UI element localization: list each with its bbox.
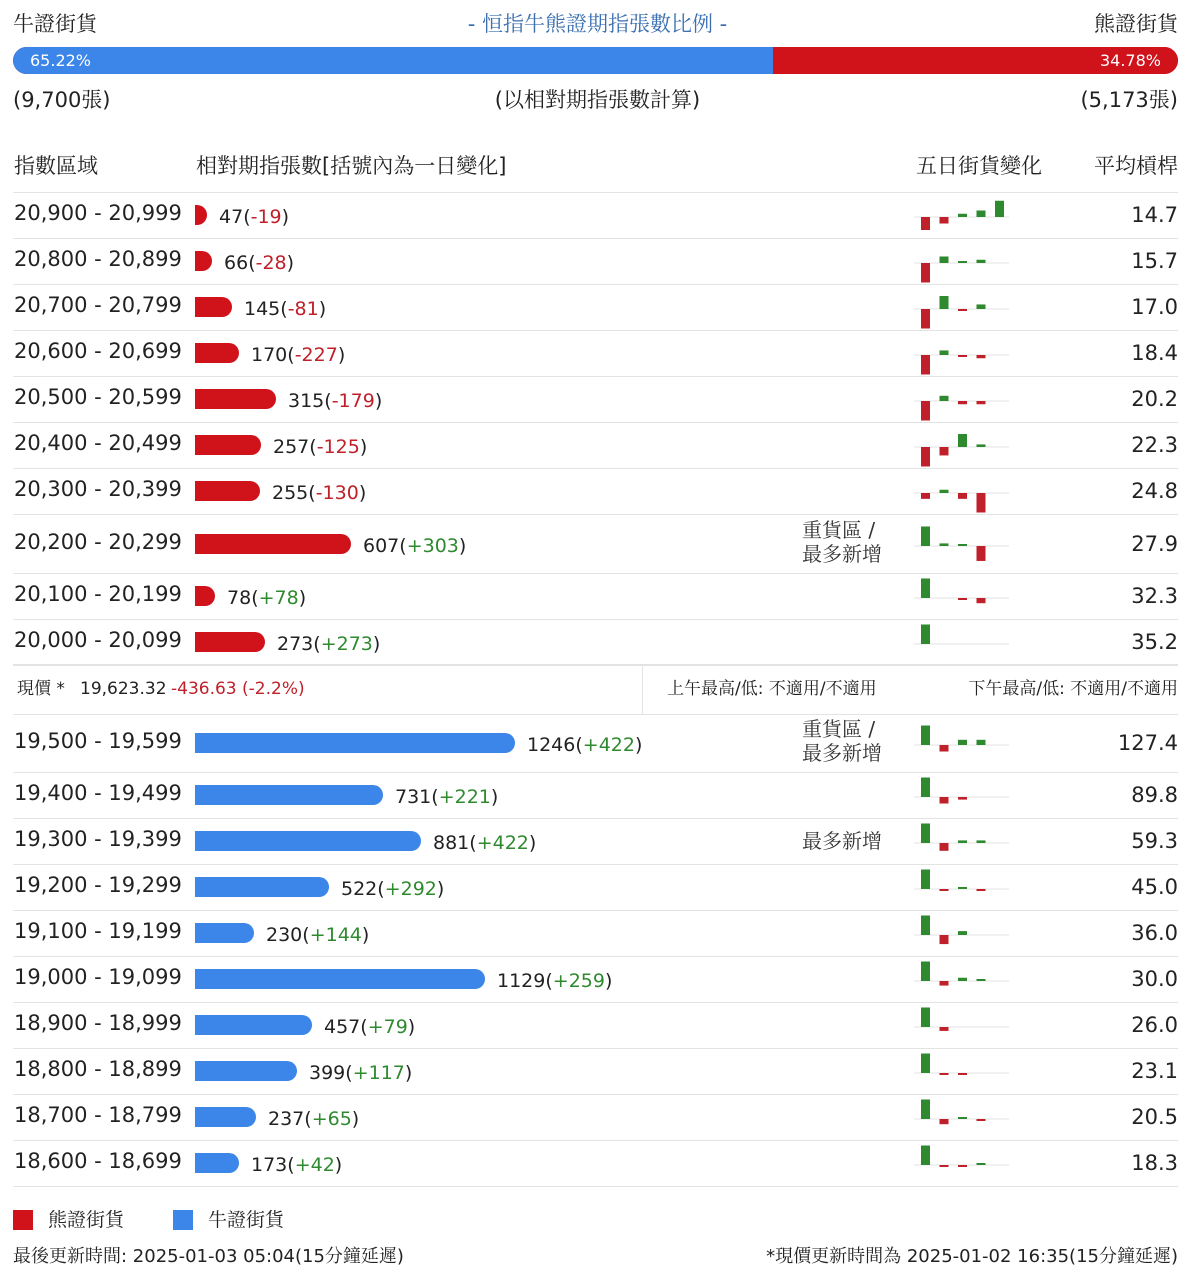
five-day-bar [921,526,930,546]
five-day-bar [977,1119,986,1121]
count-change: +42 [294,1154,335,1176]
five-day-bar [921,1146,930,1166]
count-label: 399(+117) [309,1062,413,1084]
column-header-range: 指數區域 [14,154,98,178]
five-day-bar [977,840,986,843]
average-leverage: 18.3 [1131,1151,1178,1175]
legend-bear-swatch [13,1210,33,1230]
count-label: 257(-125) [273,436,368,458]
count-label: 47(-19) [219,206,290,228]
row-divider [13,910,1178,911]
count-value: 731 [395,786,432,808]
five-day-bar [940,257,949,264]
row-divider [13,330,1178,331]
five-day-bar [921,778,930,798]
five-day-bar [940,1165,949,1167]
average-leverage: 89.8 [1131,783,1178,807]
count-label: 273(+273) [277,633,381,655]
column-header-count: 相對期指張數[括號內為一日變化] [196,154,507,178]
row-divider [13,864,1178,865]
bull-bar [195,1153,239,1173]
index-range: 20,700 - 20,799 [14,293,182,317]
count-change: -28 [255,252,287,274]
index-range: 20,900 - 20,999 [14,201,182,225]
ratio-bar [13,47,1178,74]
average-leverage: 59.3 [1131,829,1178,853]
count-change: +221 [438,786,491,808]
five-day-bar [940,447,949,455]
five-day-bar [977,260,986,263]
count-value: 257 [273,436,310,458]
five-day-bar [940,797,949,804]
bear-bar [195,205,207,225]
count-value: 170 [251,344,288,366]
count-value: 78 [227,587,252,609]
five-day-bar [958,493,967,499]
row-note: 重貨區 / 最多新增 [802,517,882,566]
five-day-chart [914,821,1012,865]
index-range: 18,900 - 18,999 [14,1011,182,1035]
count-change: -19 [250,206,282,228]
count-label: 230(+144) [266,924,370,946]
five-day-bar [958,214,967,217]
five-day-bar [958,401,967,404]
count-value: 145 [244,298,281,320]
five-day-chart [914,195,1012,239]
five-day-bar [958,544,967,546]
row-divider [13,238,1178,239]
five-day-bar [977,444,986,447]
five-day-bar [958,887,967,889]
average-leverage: 17.0 [1131,295,1178,319]
count-value: 273 [277,633,314,655]
five-day-bar [958,1165,967,1167]
five-day-chart [914,333,1012,377]
index-range: 19,200 - 19,299 [14,873,182,897]
row-divider [13,1048,1178,1049]
five-day-bar [921,401,930,421]
count-value: 399 [309,1062,346,1084]
bull-bar [195,1061,297,1081]
bear-bar [195,534,351,554]
index-range: 20,500 - 20,599 [14,385,182,409]
row-divider [13,192,1178,193]
row-divider [13,376,1178,377]
row-divider [13,514,1178,515]
count-change: +422 [476,832,529,854]
row-note: 重貨區 / 最多新增 [802,717,882,765]
legend-bull-swatch [173,1210,193,1230]
five-day-bar [921,217,930,230]
count-change: +79 [367,1016,408,1038]
count-label: 522(+292) [341,878,445,900]
count-change: +422 [582,734,635,756]
row-divider [13,1094,1178,1095]
bull-bar [195,1015,312,1035]
five-day-bar [921,726,930,746]
ratio-title: - 恒指牛熊證期指張數比例 - [467,12,728,36]
count-label: 1129(+259) [497,970,613,992]
row-divider [13,665,1178,666]
five-day-chart [914,775,1012,819]
divider [13,714,1178,715]
five-day-chart [914,1005,1012,1049]
pm-high-low: 下午最高/低: 不適用/不適用 [968,679,1178,699]
five-day-bar [958,931,967,935]
row-divider [13,1002,1178,1003]
average-leverage: 45.0 [1131,875,1178,899]
five-day-bar [921,309,930,329]
divider [642,665,643,714]
five-day-bar [940,217,949,224]
average-leverage: 24.8 [1131,479,1178,503]
five-day-bar [921,1008,930,1028]
bull-bar [195,969,485,989]
count-change: +65 [311,1108,352,1130]
count-value: 522 [341,878,378,900]
five-day-chart [914,913,1012,957]
five-day-chart [914,576,1012,620]
count-value: 255 [272,482,309,504]
five-day-chart [914,959,1012,1003]
count-value: 66 [224,252,249,274]
column-header-five-day: 五日街貨變化 [916,154,1042,178]
index-range: 19,000 - 19,099 [14,965,182,989]
five-day-chart [914,425,1012,469]
five-day-bar [921,1100,930,1120]
average-leverage: 23.1 [1131,1059,1178,1083]
count-label: 66(-28) [224,252,295,274]
five-day-bar [921,263,930,283]
bear-bar [195,297,232,317]
row-divider [13,1140,1178,1141]
average-leverage: 127.4 [1117,731,1178,755]
bear-bar [195,251,212,271]
count-value: 230 [266,924,303,946]
five-day-chart [914,1051,1012,1095]
index-range: 19,500 - 19,599 [14,729,182,753]
index-range: 20,600 - 20,699 [14,339,182,363]
index-range: 20,100 - 20,199 [14,582,182,606]
count-change: -179 [331,390,375,412]
bull-percentage: 65.22% [30,51,92,70]
row-divider [13,956,1178,957]
five-day-bar [958,740,967,745]
count-label: 731(+221) [395,786,499,808]
price-change: -436.63 (-2.2%) [171,679,305,699]
count-value: 47 [219,206,244,228]
bull-bar [195,923,254,943]
five-day-bar [977,211,986,218]
count-label: 237(+65) [268,1108,360,1130]
five-day-bar [940,490,949,493]
count-label: 607(+303) [363,534,467,557]
count-label: 145(-81) [244,298,327,320]
average-leverage: 35.2 [1131,630,1178,654]
five-day-bar [977,598,986,603]
five-day-chart [914,524,1012,568]
index-range: 18,800 - 18,899 [14,1057,182,1081]
five-day-bar [921,355,930,375]
count-value: 607 [363,534,400,557]
five-day-bar [958,978,967,981]
index-range: 18,600 - 18,699 [14,1149,182,1173]
average-leverage: 15.7 [1131,249,1178,273]
calc-note: (以相對期指張數計算) [494,88,701,112]
five-day-chart [914,622,1012,666]
price-value: 19,623.32 [80,679,167,699]
count-label: 881(+422) [433,832,537,854]
row-divider [13,772,1178,773]
index-range: 19,300 - 19,399 [14,827,182,851]
five-day-bar [921,870,930,890]
bull-bar [195,831,421,851]
bull-bar [195,877,329,897]
legend-bear-label: 熊證街貨 [48,1209,125,1231]
row-divider [13,422,1178,423]
five-day-bar [977,355,986,358]
count-change: +292 [384,878,437,900]
average-leverage: 26.0 [1131,1013,1178,1037]
index-range: 20,400 - 20,499 [14,431,182,455]
average-leverage: 27.9 [1131,531,1178,556]
bull-title: 牛證街貨 [13,12,97,36]
count-label: 1246(+422) [527,734,643,756]
five-day-bar [958,261,967,263]
divider [13,664,1178,665]
five-day-bar [940,1073,949,1075]
five-day-bar [940,843,949,851]
index-range: 20,300 - 20,399 [14,477,182,501]
five-day-bar [977,740,986,745]
five-day-bar [921,962,930,982]
five-day-bar [958,1117,967,1119]
five-day-chart [914,1143,1012,1187]
five-day-bar [940,396,949,401]
five-day-bar [940,745,949,752]
am-high-low: 上午最高/低: 不適用/不適用 [667,679,877,699]
count-label: 78(+78) [227,587,307,609]
row-divider [13,619,1178,620]
count-value: 315 [288,390,325,412]
five-day-bar [958,355,967,357]
five-day-bar [977,401,986,404]
bull-count: (9,700張) [13,88,111,112]
count-label: 173(+42) [251,1154,343,1176]
five-day-chart [914,379,1012,423]
ratio-bull-fill [13,47,773,74]
row-divider [13,818,1178,819]
column-header-leverage: 平均槓桿 [1094,154,1178,178]
count-label: 457(+79) [324,1016,416,1038]
count-change: +78 [258,587,299,609]
five-day-bar [921,447,930,467]
five-day-bar [940,981,949,986]
index-range: 19,400 - 19,499 [14,781,182,805]
five-day-chart [914,1097,1012,1141]
five-day-bar [977,889,986,891]
row-note: 最多新增 [802,829,882,853]
five-day-bar [921,493,930,499]
five-day-bar [921,579,930,599]
five-day-bar [940,889,949,891]
five-day-bar [921,1054,930,1074]
bear-bar [195,343,239,363]
five-day-chart [914,471,1012,515]
legend-bull-label: 牛證街貨 [208,1209,285,1231]
count-change: -81 [287,298,319,320]
row-divider [13,1186,1178,1187]
row-divider [13,284,1178,285]
average-leverage: 18.4 [1131,341,1178,365]
five-day-chart [914,867,1012,911]
index-range: 20,800 - 20,899 [14,247,182,271]
five-day-chart [914,287,1012,331]
count-value: 173 [251,1154,288,1176]
five-day-chart [914,723,1012,767]
five-day-bar [940,1119,949,1124]
average-leverage: 32.3 [1131,584,1178,608]
count-change: -130 [315,482,359,504]
count-change: +117 [352,1062,405,1084]
bear-bar [195,481,260,501]
count-change: -125 [316,436,360,458]
count-label: 170(-227) [251,344,346,366]
index-range: 20,200 - 20,299 [14,529,182,554]
average-leverage: 20.5 [1131,1105,1178,1129]
bear-title: 熊證街貨 [1094,12,1178,36]
five-day-bar [940,350,949,355]
five-day-bar [940,296,949,309]
count-value: 1246 [527,734,576,756]
count-change: +303 [406,534,459,557]
five-day-bar [977,546,986,561]
count-change: +144 [309,924,362,946]
average-leverage: 30.0 [1131,967,1178,991]
five-day-bar [958,797,967,800]
average-leverage: 22.3 [1131,433,1178,457]
price-label: 現價 * [17,679,65,699]
index-range: 20,000 - 20,099 [14,628,182,652]
five-day-bar [921,824,930,844]
row-divider [13,468,1178,469]
five-day-bar [921,625,930,645]
count-value: 237 [268,1108,305,1130]
count-value: 1129 [497,970,546,992]
count-label: 315(-179) [288,390,383,412]
five-day-bar [958,1073,967,1075]
count-value: 881 [433,832,470,854]
five-day-bar [977,493,986,513]
five-day-bar [940,543,949,546]
bear-bar [195,435,261,455]
five-day-bar [995,201,1004,217]
last-updated: 最後更新時間: 2025-01-03 05:04(15分鐘延遲) [13,1246,404,1267]
bear-bar [195,632,265,652]
five-day-bar [977,1163,986,1165]
index-range: 18,700 - 18,799 [14,1103,182,1127]
five-day-bar [958,840,967,843]
average-leverage: 14.7 [1131,203,1178,227]
count-change: +273 [320,633,373,655]
five-day-bar [958,598,967,600]
index-range: 19,100 - 19,199 [14,919,182,943]
bear-percentage: 34.78% [1099,51,1161,70]
five-day-bar [977,979,986,981]
five-day-bar [977,304,986,309]
five-day-bar [921,916,930,936]
average-leverage: 36.0 [1131,921,1178,945]
bear-count: (5,173張) [1080,88,1178,112]
five-day-bar [958,309,967,311]
five-day-bar [940,1027,949,1031]
row-divider [13,573,1178,574]
bear-bar [195,586,215,606]
five-day-chart [914,241,1012,285]
five-day-bar [940,935,949,944]
count-value: 457 [324,1016,361,1038]
bull-bar [195,1107,256,1127]
bull-bar [195,733,515,753]
count-change: -227 [294,344,338,366]
count-label: 255(-130) [272,482,367,504]
bull-bar [195,785,383,805]
count-change: +259 [552,970,605,992]
average-leverage: 20.2 [1131,387,1178,411]
bear-bar [195,389,276,409]
five-day-bar [958,434,967,447]
price-updated: *現價更新時間為 2025-01-02 16:35(15分鐘延遲) [766,1246,1178,1267]
